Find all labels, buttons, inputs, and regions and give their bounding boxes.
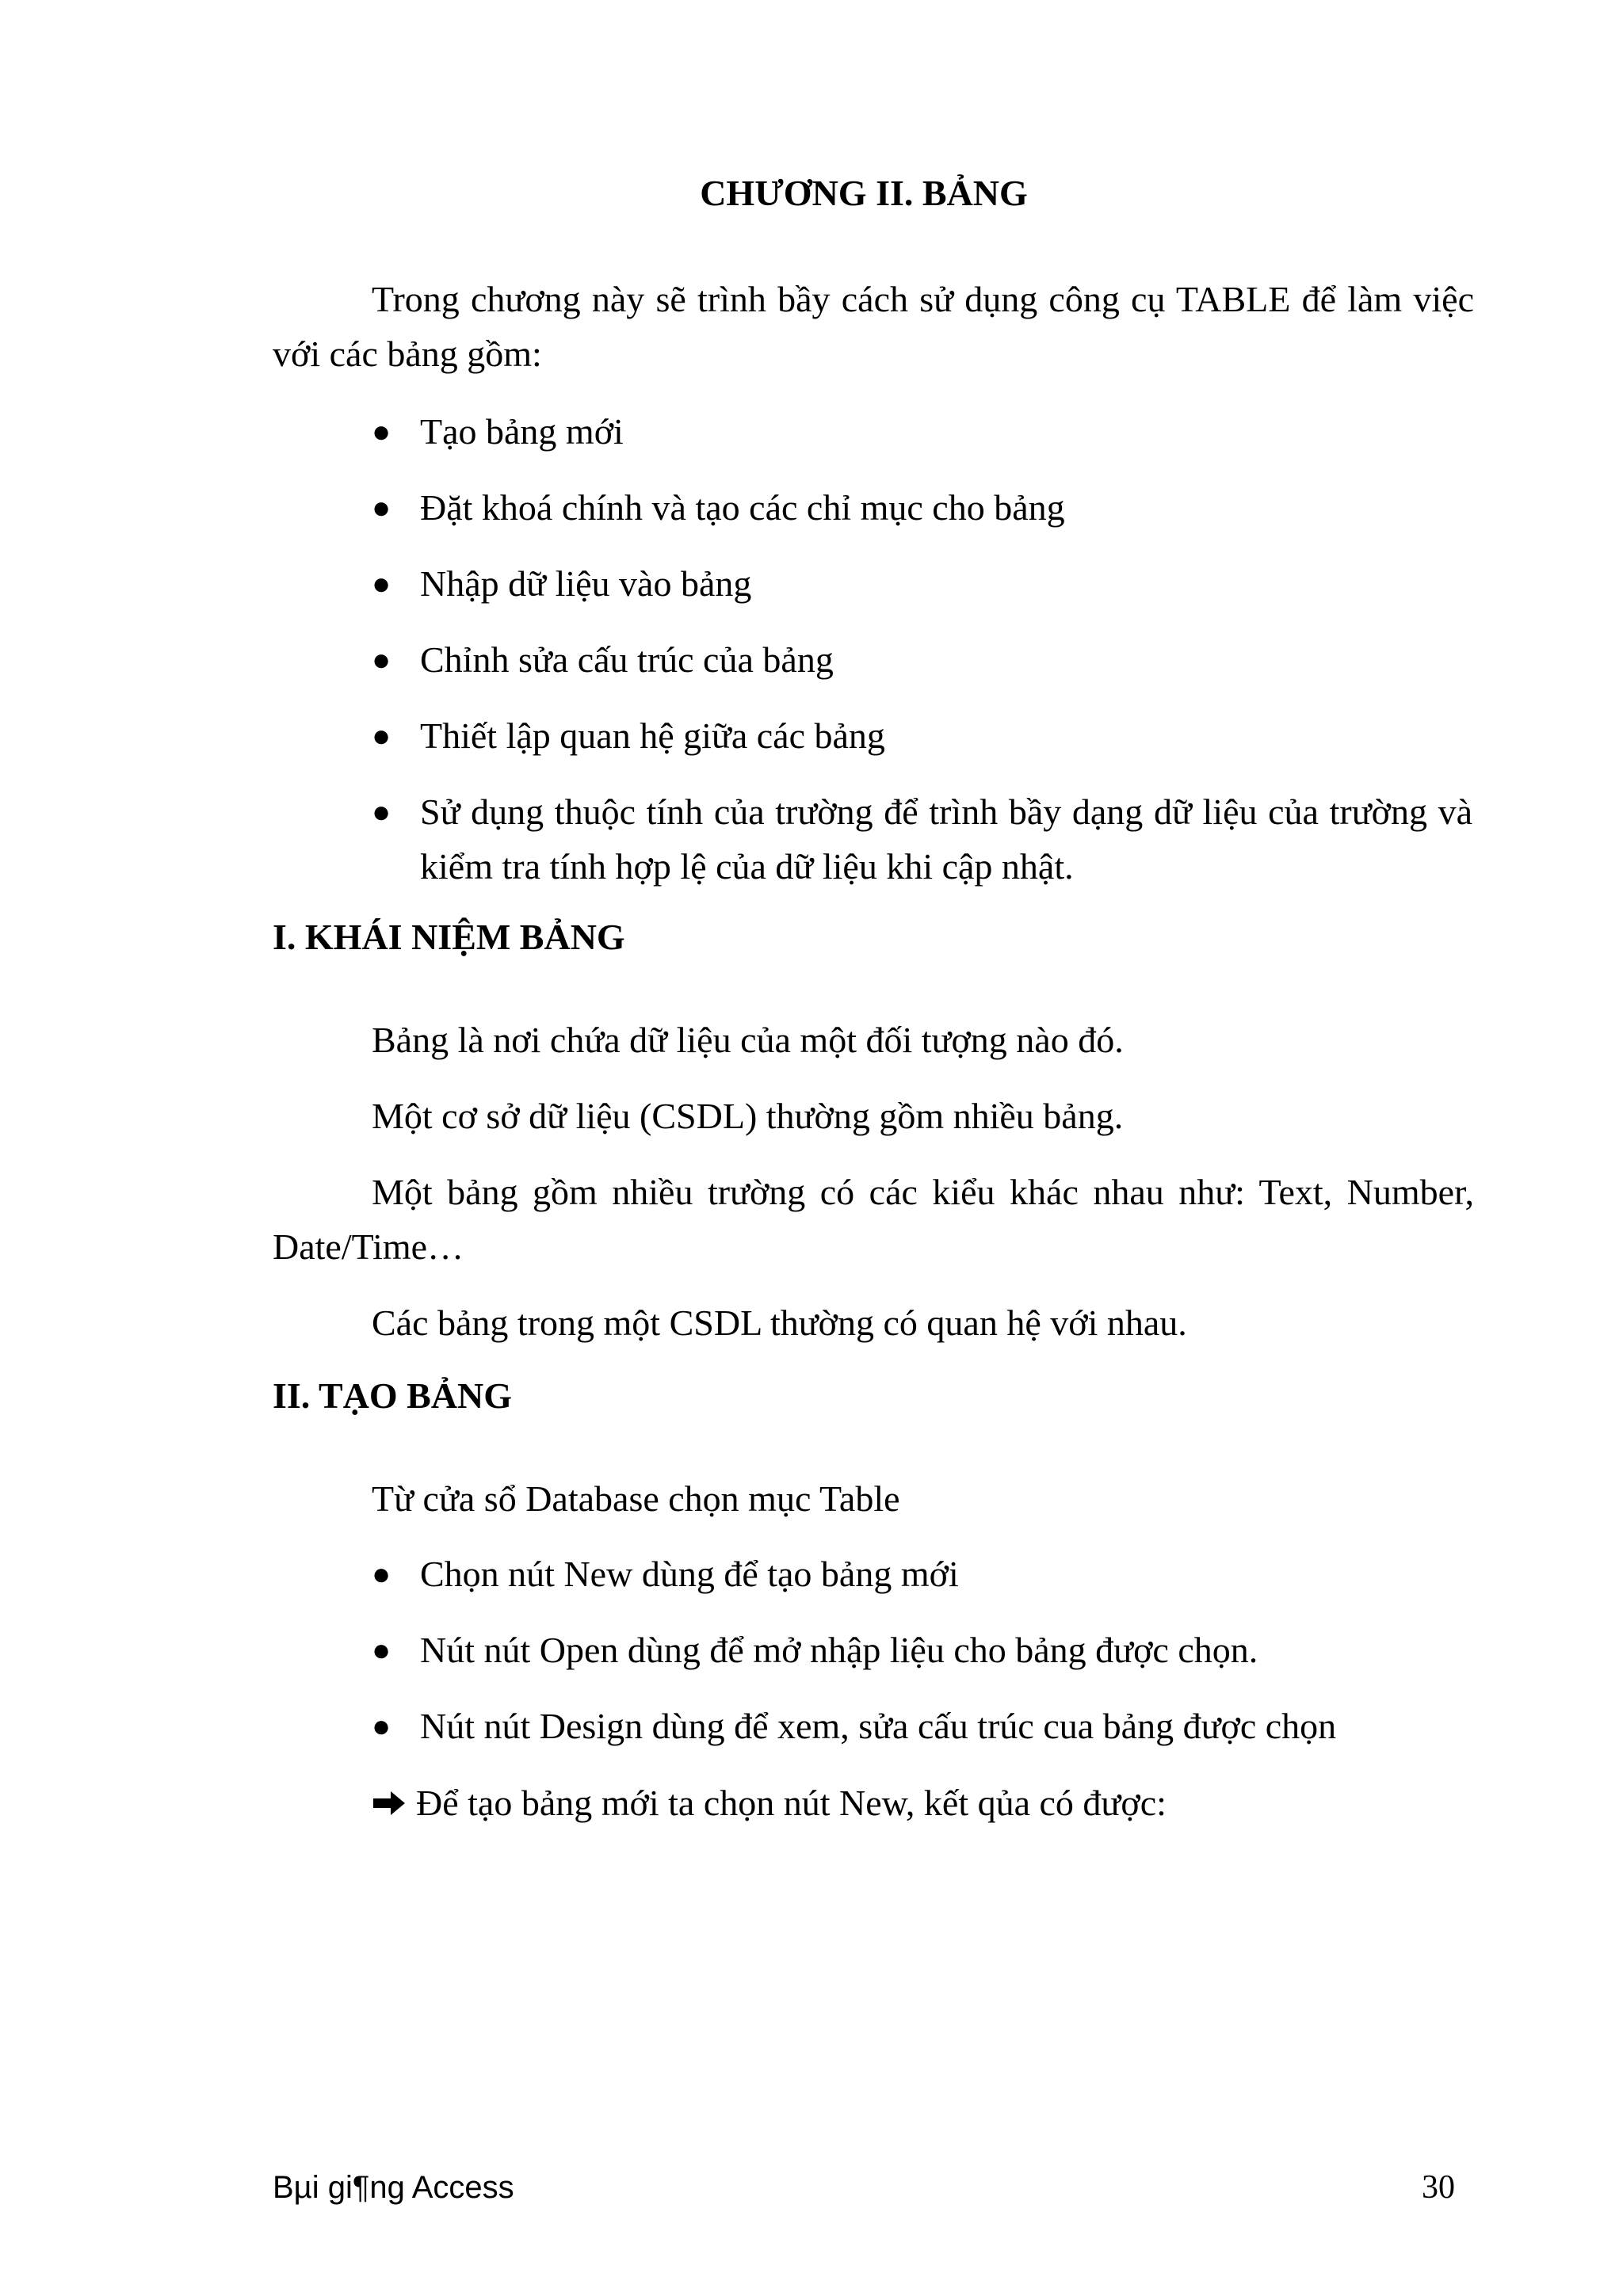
page-number: 30 bbox=[1422, 2169, 1455, 2206]
concept-line: Các bảng trong một CSDL thường có quan hệ với nhau. bbox=[372, 1302, 1187, 1343]
right-arrow-icon bbox=[372, 1789, 407, 1817]
footer-title: Bµi gi¶ng Access bbox=[273, 2170, 514, 2205]
list-item-text: Nút nút Design dùng để xem, sửa cấu trúc cua bảng được chọn bbox=[420, 1706, 1337, 1746]
list-item-text: Chỉnh sửa cấu trúc của bảng bbox=[420, 639, 834, 680]
concept-line: Bảng là nơi chứa dữ liệu của một đối tượng nào đó. bbox=[372, 1020, 1124, 1060]
bullet-icon: ● bbox=[372, 1556, 391, 1592]
intro-list-item bbox=[372, 632, 834, 687]
concept-paragraph: Một bảng gồm nhiều trường có các kiểu khác nhau như: Text, Number, Date/Time… bbox=[273, 1172, 1474, 1267]
bullet-icon: ● bbox=[372, 642, 391, 677]
section-heading-concept: I. KHÁI NIỆM BẢNG bbox=[273, 917, 625, 957]
intro-list-item bbox=[372, 708, 885, 763]
create-table-list-item bbox=[372, 1547, 959, 1601]
list-item-text: Nút nút Open dùng để mở nhập liệu cho bảng được chọn. bbox=[420, 1630, 1258, 1670]
result-arrow-line bbox=[372, 1779, 1167, 1827]
bullet-icon: ● bbox=[372, 794, 391, 830]
create-table-list-item bbox=[372, 1623, 1258, 1677]
bullet-icon: ● bbox=[372, 1708, 391, 1744]
bullet-icon: ● bbox=[372, 718, 391, 753]
bullet-icon: ● bbox=[372, 566, 391, 601]
list-item-text: Đặt khoá chính và tạo các chỉ mục cho bảng bbox=[420, 487, 1065, 528]
bullet-icon: ● bbox=[372, 1632, 391, 1668]
bullet-icon: ● bbox=[372, 490, 391, 525]
section-heading-create-table: II. TẠO BẢNG bbox=[273, 1375, 513, 1416]
concept-line: Một cơ sở dữ liệu (CSDL) thường gồm nhiều bảng. bbox=[372, 1096, 1124, 1136]
intro-list-item bbox=[372, 480, 1065, 535]
intro-list-item bbox=[372, 404, 624, 459]
chapter-title: CHƯƠNG II. BẢNG bbox=[700, 173, 1028, 213]
intro-paragraph: Trong chương này sẽ trình bầy cách sử dụng công cụ TABLE để làm việc với các bảng gồm: bbox=[273, 279, 1474, 374]
list-item-text: Tạo bảng mới bbox=[420, 411, 624, 452]
list-item-text: Sử dụng thuộc tính của trường để trình bầy dạng dữ liệu của trường và kiểm tra tính hợp lệ của dữ liệu khi cập nhật. bbox=[420, 791, 1472, 887]
bullet-icon: ● bbox=[372, 414, 391, 449]
create-table-line: Từ cửa sổ Database chọn mục Table bbox=[372, 1478, 900, 1519]
create-table-list-item bbox=[372, 1699, 1336, 1753]
list-item-text: Nhập dữ liệu vào bảng bbox=[420, 563, 752, 604]
intro-list-item bbox=[372, 784, 1472, 894]
list-item-text: Thiết lập quan hệ giữa các bảng bbox=[420, 715, 885, 756]
intro-list-item bbox=[372, 556, 751, 611]
result-arrow-text: Để tạo bảng mới ta chọn nút New, kết qủa có được: bbox=[416, 1783, 1167, 1823]
list-item-text: Chọn nút New dùng để tạo bảng mới bbox=[420, 1554, 959, 1594]
